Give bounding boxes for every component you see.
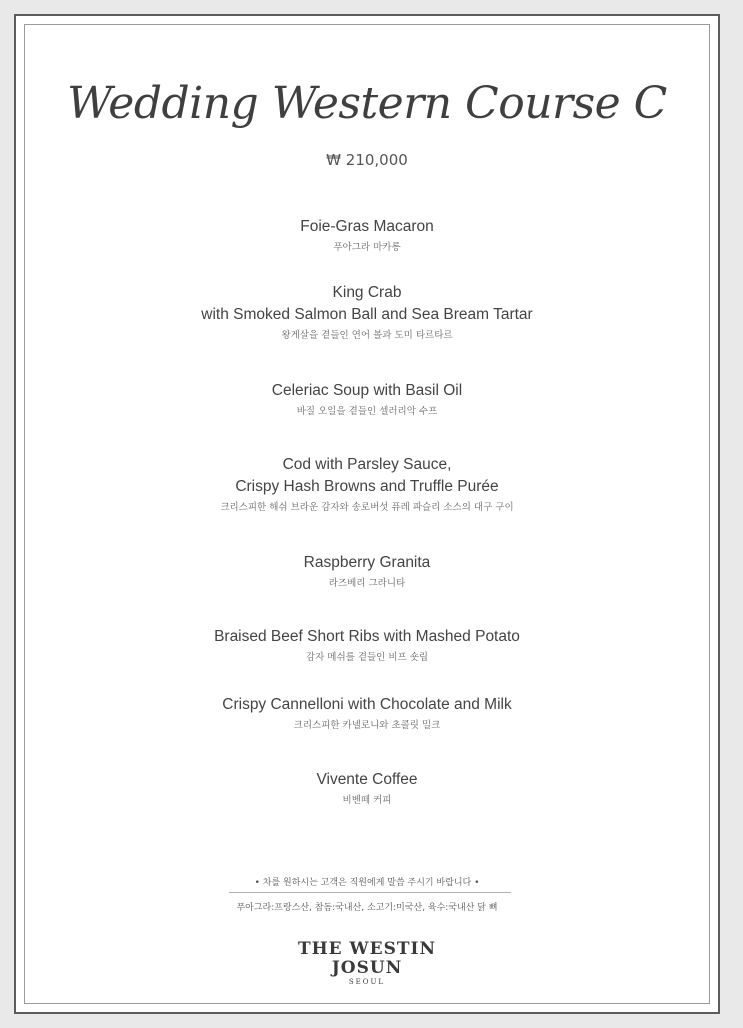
course-8 <box>16 769 718 807</box>
course-5-name: Raspberry Granita <box>303 554 431 571</box>
course-1 <box>16 216 718 254</box>
footer-divider <box>229 892 511 893</box>
course-4-name: Cod with Parsley Sauce, <box>282 456 452 473</box>
westin-josun-logo <box>16 940 718 987</box>
course-2-name-line2: with Smoked Salmon Ball and Sea Bream Tartar <box>201 306 533 323</box>
tea-request-note: • 차를 원하시는 고객은 직원에게 말씀 주시기 바랍니다 • <box>254 878 480 888</box>
course-4 <box>16 454 718 514</box>
menu-card <box>14 14 720 1014</box>
menu-price: ₩ 210,000 <box>326 151 408 169</box>
logo-line-1: THE WESTIN <box>297 939 437 959</box>
logo-line-2: JOSUN <box>331 958 403 978</box>
course-2 <box>16 282 718 342</box>
course-6-korean: 감자 메쉬를 곁들인 비프 숏립 <box>305 652 429 663</box>
course-7 <box>16 694 718 732</box>
course-7-korean: 크리스피한 카넬로니와 초콜릿 밀크 <box>293 720 441 731</box>
course-3-name: Celeriac Soup with Basil Oil <box>271 382 463 399</box>
course-2-korean: 왕게살을 곁들인 연어 볼과 도미 타르타르 <box>281 330 453 341</box>
course-8-korean: 비벤떼 커피 <box>342 795 392 806</box>
course-3-korean: 바질 오일을 곁들인 셀러리악 수프 <box>296 406 438 417</box>
course-2-name: King Crab <box>332 284 402 301</box>
course-7-name: Crispy Cannelloni with Chocolate and Milk <box>222 696 512 713</box>
course-4-name-line2: Crispy Hash Browns and Truffle Purée <box>235 478 499 495</box>
course-6-name: Braised Beef Short Ribs with Mashed Potato <box>214 628 520 645</box>
course-8-name: Vivente Coffee <box>316 771 418 788</box>
inner-border <box>24 24 710 1004</box>
logo-line-3: SEOUL <box>348 978 386 986</box>
course-1-name: Foie-Gras Macaron <box>300 218 434 235</box>
course-3 <box>16 380 718 418</box>
course-6 <box>16 626 718 664</box>
course-1-korean: 푸아그라 마카롱 <box>333 242 401 253</box>
origin-info: 푸아그라:프랑스산, 참돔:국내산, 소고기:미국산, 육수:국내산 닭 뼈 <box>236 903 498 913</box>
course-4-korean: 크리스피한 해쉬 브라운 감자와 송로버섯 퓨레 파슬리 소스의 대구 구이 <box>220 502 514 513</box>
course-5-korean: 라즈베리 그라니타 <box>328 578 406 589</box>
course-5 <box>16 552 718 590</box>
menu-title: Wedding Western Course C <box>67 78 667 129</box>
